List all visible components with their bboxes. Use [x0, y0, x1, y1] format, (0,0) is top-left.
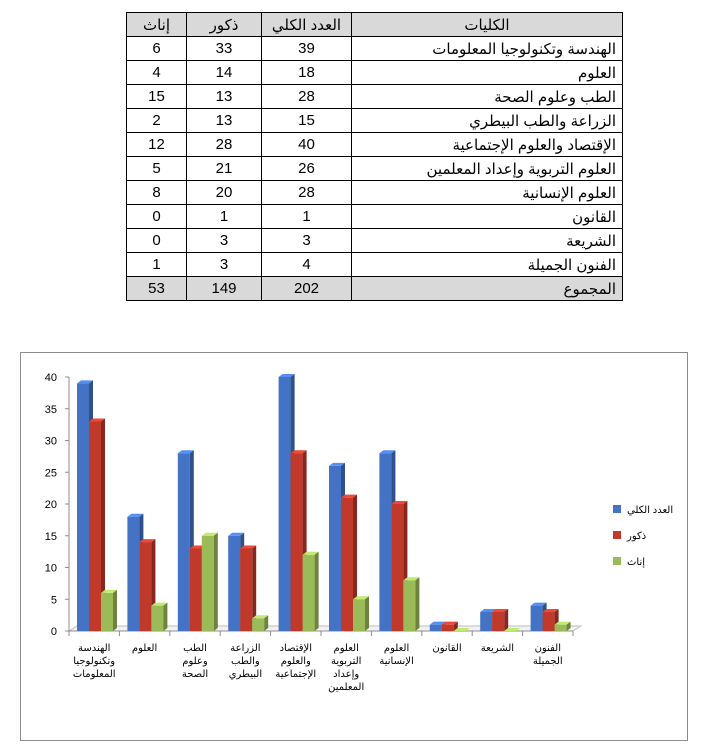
- cell-male: 13: [187, 85, 262, 109]
- cell-total: 4: [262, 253, 352, 277]
- x-category-label-line: الجميلة: [532, 656, 563, 667]
- bar-front: [101, 593, 113, 631]
- cell-college: العلوم: [352, 61, 623, 85]
- x-category-label-line: المعلمين: [328, 682, 365, 693]
- bar-front: [403, 580, 415, 631]
- bar-front: [190, 548, 202, 631]
- x-category-label-line: وتكنولوجيا: [73, 656, 116, 667]
- table-row: [127, 85, 623, 109]
- bar-front: [151, 606, 163, 631]
- cell-male: 13: [187, 109, 262, 133]
- bar-front: [240, 548, 252, 631]
- total-all: 202: [262, 277, 352, 301]
- bar-front: [480, 612, 492, 631]
- cell-male: 33: [187, 37, 262, 61]
- cell-female: 0: [127, 205, 187, 229]
- x-category-label-line: وإعداد: [333, 669, 360, 680]
- bar-front: [391, 504, 403, 631]
- cell-female: 2: [127, 109, 187, 133]
- x-category-label-line: العلوم: [333, 643, 359, 654]
- cell-female: 0: [127, 229, 187, 253]
- bar-front: [353, 599, 365, 631]
- table-row: [127, 37, 623, 61]
- x-category-label-line: الطب: [183, 643, 207, 654]
- x-category-label-line: الإجتماعية: [275, 669, 317, 680]
- x-category-label-line: الإقتصاد: [279, 643, 313, 654]
- cell-female: 15: [127, 85, 187, 109]
- y-tick-label: 20: [44, 499, 57, 511]
- y-tick-label: 15: [44, 530, 57, 543]
- cell-college: العلوم التربوية وإعداد المعلمين: [352, 157, 623, 181]
- cell-male: 3: [187, 253, 262, 277]
- table-header-row: [127, 13, 623, 37]
- cell-female: 12: [127, 133, 187, 157]
- table-row: [127, 205, 623, 229]
- table-total-row: [127, 277, 623, 301]
- total-female: 53: [127, 277, 187, 301]
- cell-total: 28: [262, 85, 352, 109]
- x-category-label-line: والعلوم: [280, 656, 311, 667]
- bar-front: [89, 421, 101, 631]
- x-category-label-line: الصحة: [181, 669, 209, 680]
- cell-college: الهندسة وتكنولوجيا المعلومات: [352, 37, 623, 61]
- cell-female: 8: [127, 181, 187, 205]
- bar-side: [365, 596, 369, 631]
- bar-front: [492, 612, 504, 631]
- bar-front: [127, 517, 139, 631]
- legend-swatch: [613, 557, 621, 565]
- table-row: [127, 133, 623, 157]
- legend-label: ذكور: [627, 531, 647, 542]
- bar-front: [77, 383, 89, 631]
- y-tick-label: 5: [50, 594, 57, 607]
- x-category-label: [275, 643, 316, 680]
- x-category-label-line: العلوم: [131, 643, 158, 654]
- x-category-label-line: القانون: [432, 643, 462, 654]
- cell-total: 26: [262, 157, 352, 181]
- cell-college: العلوم الإنسانية: [352, 181, 623, 205]
- table-row: [127, 157, 623, 181]
- cell-female: 1: [127, 253, 187, 277]
- bar-side: [163, 603, 167, 631]
- table-row: [127, 229, 623, 253]
- x-category-label-line: العلوم: [383, 643, 410, 654]
- cell-college: الإقتصاد والعلوم الإجتماعية: [352, 133, 623, 157]
- bar-front: [202, 536, 214, 631]
- total-male: 149: [187, 277, 262, 301]
- legend-swatch: [613, 531, 621, 539]
- bar-front: [329, 466, 341, 631]
- table-row: [127, 253, 623, 277]
- chart-canvas: [21, 353, 687, 740]
- bar-front: [430, 625, 442, 631]
- total-label: المجموع: [352, 277, 623, 301]
- cell-male: 14: [187, 61, 262, 85]
- x-category-label-line: الشريعة: [480, 643, 515, 654]
- bar-front: [279, 377, 291, 631]
- cell-total: 18: [262, 61, 352, 85]
- cell-college: الزراعة والطب البيطري: [352, 109, 623, 133]
- college-statistics-table: [126, 12, 623, 301]
- cell-male: 3: [187, 229, 262, 253]
- x-category-label: [481, 643, 514, 654]
- bar-front: [178, 453, 190, 631]
- cell-college: الفنون الجميلة: [352, 253, 623, 277]
- x-category-label: [533, 643, 563, 667]
- bar-side: [214, 533, 218, 631]
- table-row: [127, 61, 623, 85]
- cell-female: 4: [127, 61, 187, 85]
- x-category-label-line: الهندسة: [77, 643, 111, 654]
- header-total: العدد الكلي: [262, 13, 352, 37]
- cell-male: 1: [187, 205, 262, 229]
- cell-female: 5: [127, 157, 187, 181]
- y-tick-label: 10: [44, 562, 57, 575]
- bar-front: [531, 606, 543, 631]
- y-tick-label: 25: [44, 467, 57, 480]
- cell-female: 6: [127, 37, 187, 61]
- x-category-label: [73, 643, 116, 680]
- cell-college: القانون: [352, 205, 623, 229]
- x-category-label: [182, 643, 208, 680]
- cell-total: 40: [262, 133, 352, 157]
- bar-front: [555, 625, 567, 631]
- x-category-label-line: الفنون: [534, 643, 562, 654]
- cell-total: 1: [262, 205, 352, 229]
- table-body: [127, 37, 623, 301]
- y-tick-label: 30: [44, 435, 57, 448]
- legend-label: إناث: [627, 557, 646, 568]
- header-male: ذكور: [187, 13, 262, 37]
- bar-front: [139, 542, 151, 631]
- x-category-label: [379, 643, 413, 667]
- x-category-label: [132, 643, 157, 654]
- x-category-label-line: الإنسانية: [379, 656, 414, 667]
- x-category-label-line: الزراعة: [230, 643, 261, 654]
- cell-total: 15: [262, 109, 352, 133]
- table-row: [127, 181, 623, 205]
- bar-side: [315, 552, 319, 631]
- bar-side: [504, 609, 508, 631]
- y-tick-label: 35: [44, 403, 57, 416]
- bar-front: [341, 498, 353, 631]
- cell-college: الطب وعلوم الصحة: [352, 85, 623, 109]
- cell-male: 21: [187, 157, 262, 181]
- cell-college: الشريعة: [352, 229, 623, 253]
- legend-swatch: [613, 505, 621, 513]
- bar-front: [379, 453, 391, 631]
- header-female: إناث: [127, 13, 187, 37]
- x-category-label: [432, 643, 461, 654]
- x-category-label-line: وعلوم: [182, 656, 208, 667]
- x-category-label-line: التربوية: [330, 656, 362, 667]
- bar-front: [291, 453, 303, 631]
- y-tick-label: 40: [44, 372, 57, 384]
- bar-side: [113, 590, 117, 631]
- bar-front: [303, 555, 315, 631]
- bar-front: [543, 612, 555, 631]
- bar-front: [442, 625, 454, 631]
- bar-front: [228, 536, 240, 631]
- table-row: [127, 109, 623, 133]
- bar-chart: [20, 352, 688, 741]
- bar-front: [252, 618, 264, 631]
- bar-side: [415, 577, 419, 631]
- cell-male: 20: [187, 181, 262, 205]
- x-category-label: [229, 643, 262, 680]
- x-category-label-line: والطب: [231, 656, 260, 667]
- legend-label: العدد الكلي: [627, 505, 674, 516]
- cell-male: 28: [187, 133, 262, 157]
- x-category-label-line: المعلومات: [72, 669, 116, 680]
- x-category-label: [328, 643, 364, 693]
- cell-total: 3: [262, 229, 352, 253]
- y-tick-label: 0: [50, 626, 57, 638]
- cell-total: 39: [262, 37, 352, 61]
- cell-total: 28: [262, 181, 352, 205]
- header-college: الكليات: [352, 13, 623, 37]
- x-category-label-line: البيطري: [228, 669, 263, 680]
